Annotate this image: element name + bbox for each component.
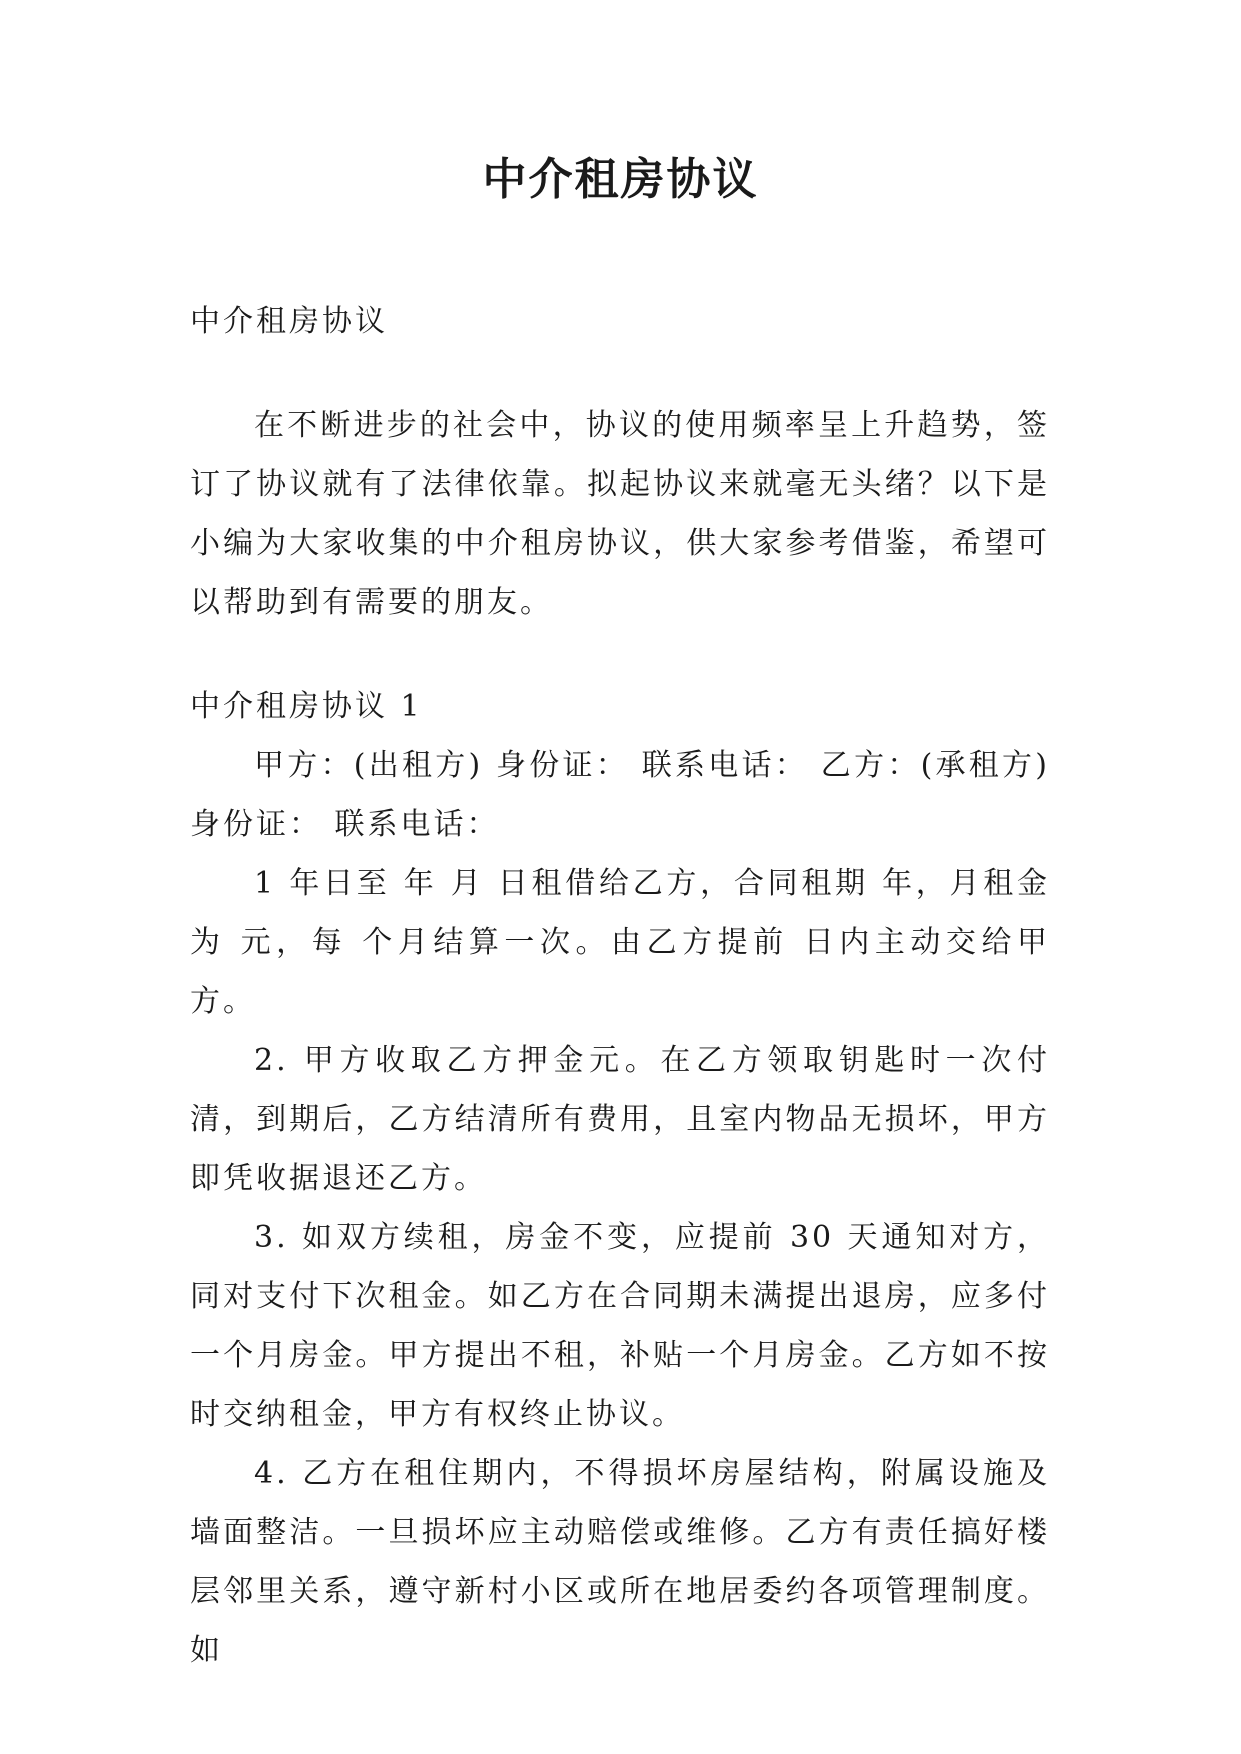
section-heading: 中介租房协议 1	[190, 689, 423, 724]
document-subtitle: 中介租房协议	[190, 304, 388, 339]
clause-parties: 甲方：(出租方) 身份证： 联系电话： 乙方：(承租方) 身份证： 联系电话：	[190, 748, 1050, 842]
clause-3: 3. 如双方续租，房金不变，应提前 30 天通知对方，同对支付下次租金。如乙方在合同期未满提出退房，应多付一个月房金。甲方提出不租，补贴一个月房金。乙方如不按时交纳租金，甲方有权终止协议。	[190, 1220, 1050, 1432]
intro-paragraph: 在不断进步的社会中，协议的使用频率呈上升趋势，签订了协议就有了法律依靠。拟起协议来就毫无头绪？以下是小编为大家收集的中介租房协议，供大家参考借鉴，希望可以帮助到有需要的朋友。	[190, 408, 1050, 620]
document-body	[190, 292, 1050, 1680]
clause-2: 2. 甲方收取乙方押金元。在乙方领取钥匙时一次付清，到期后，乙方结清所有费用，且室内物品无损坏，甲方即凭收据退还乙方。	[190, 1043, 1050, 1196]
clause-1: 1 年日至 年 月 日租借给乙方，合同租期 年，月租金为 元，每 个月结算一次。由乙方提前 日内主动交给甲方。	[190, 866, 1050, 1019]
document-title: 中介租房协议	[482, 154, 759, 205]
clause-4: 4. 乙方在租住期内，不得损坏房屋结构，附属设施及墙面整洁。一旦损坏应主动赔偿或维修。乙方有责任搞好楼层邻里关系，遵守新村小区或所在地居委约各项管理制度。如	[190, 1456, 1050, 1668]
